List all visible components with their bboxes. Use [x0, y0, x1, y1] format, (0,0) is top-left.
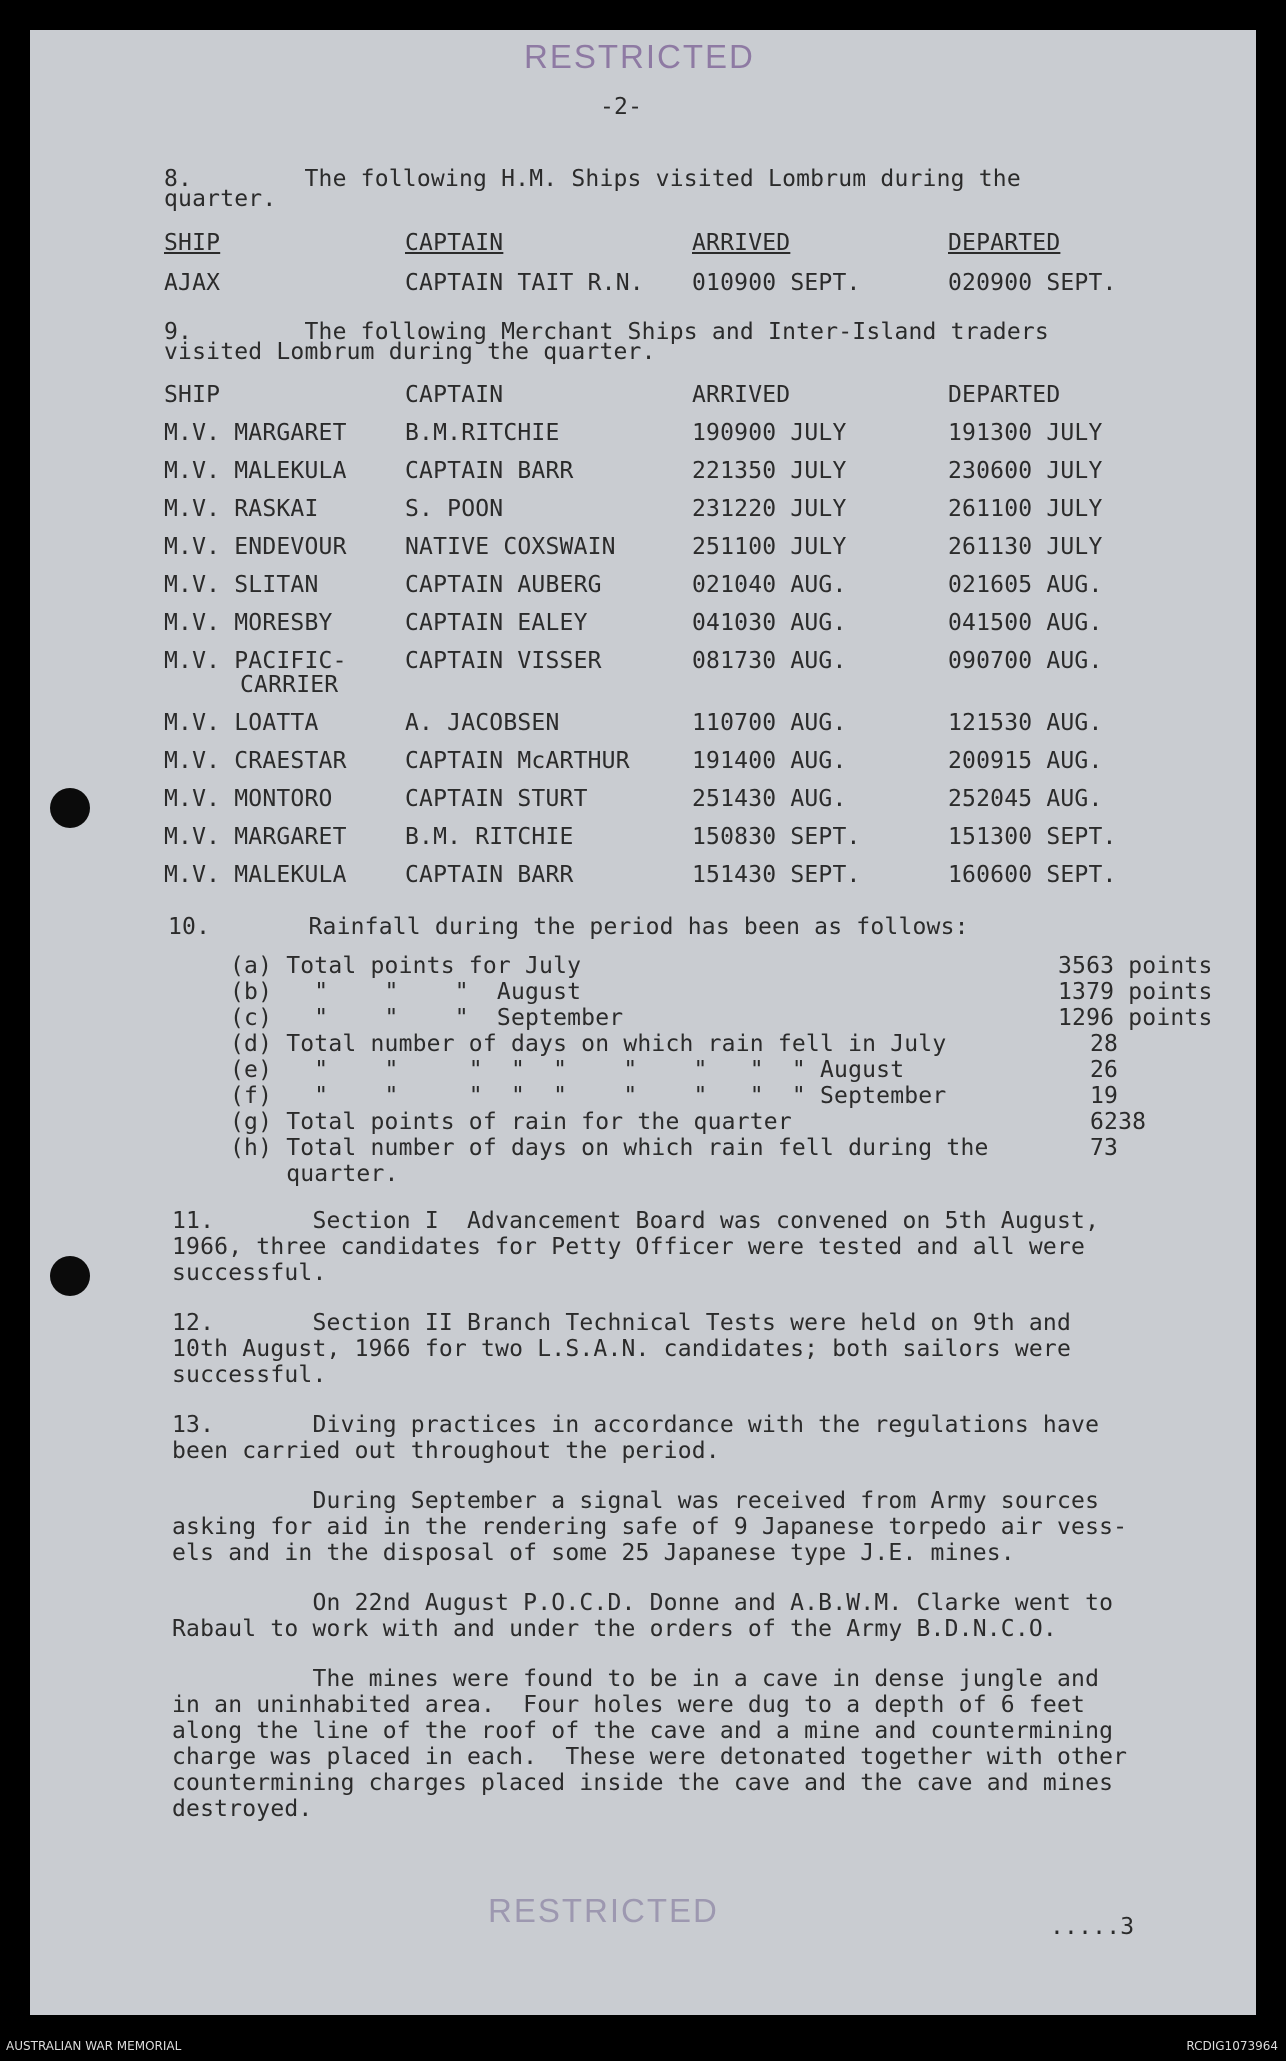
para9-line2: visited Lombrum during the quarter. — [164, 339, 656, 365]
para9-cell-departed: 121530 AUG. — [948, 710, 1103, 736]
para9-col-header: SHIP — [164, 382, 221, 408]
para9-cell-departed: 261130 JULY — [948, 534, 1103, 560]
para9-col-header: CAPTAIN — [405, 382, 504, 408]
para9-cell-captain: CAPTAIN McARTHUR — [405, 748, 630, 774]
para9-cell-ship-line2: CARRIER — [240, 672, 339, 698]
para9-cell-departed: 090700 AUG. — [948, 648, 1103, 674]
para8-col-header: ARRIVED — [692, 230, 791, 256]
para9-cell-arrived: 221350 JULY — [692, 458, 847, 484]
para13-line: been carried out throughout the period. — [172, 1438, 720, 1464]
para8-line2: quarter. — [164, 186, 277, 212]
para9-cell-ship: M.V. MALEKULA — [164, 862, 347, 888]
para9-cell-captain: B.M.RITCHIE — [405, 420, 560, 446]
para9-cell-captain: NATIVE COXSWAIN — [405, 534, 616, 560]
restricted-stamp-top: RESTRICTED — [524, 38, 755, 75]
para13c-line: Rabaul to work with and under the orders of the Army B.D.N.C.O. — [172, 1616, 1057, 1642]
para9-cell-ship: M.V. SLITAN — [164, 572, 319, 598]
para13d-line: in an uninhabited area. Four holes were dug to a depth of 6 feet — [172, 1692, 1086, 1718]
para9-cell-arrived: 021040 AUG. — [692, 572, 847, 598]
para9-cell-departed: 200915 AUG. — [948, 748, 1103, 774]
para9-cell-departed: 160600 SEPT. — [948, 862, 1117, 888]
para9-cell-arrived: 150830 SEPT. — [692, 824, 861, 850]
para8-line1: 8. The following H.M. Ships visited Lombrum during the — [164, 166, 1021, 192]
para9-cell-departed: 041500 AUG. — [948, 610, 1103, 636]
para9-cell-ship: M.V. LOATTA — [164, 710, 319, 736]
para9-cell-ship: M.V. MONTORO — [164, 786, 333, 812]
para13b-line: els and in the disposal of some 25 Japanese type J.E. mines. — [172, 1540, 1015, 1566]
para13b-line: asking for aid in the rendering safe of 9 Japanese torpedo air vess- — [172, 1514, 1128, 1540]
para9-cell-captain: CAPTAIN EALEY — [405, 610, 588, 636]
para8-col-header: CAPTAIN — [405, 230, 504, 256]
para9-cell-arrived: 190900 JULY — [692, 420, 847, 446]
rainfall-item-label: (c) " " " September — [230, 1005, 624, 1031]
para9-cell-ship: M.V. MARGARET — [164, 420, 347, 446]
rainfall-item-label: (e) " " " " " " " " " August — [230, 1057, 905, 1083]
rainfall-item-label: quarter. — [230, 1161, 399, 1187]
para8-col-header: DEPARTED — [948, 230, 1061, 256]
rainfall-item-value: 19 — [1090, 1083, 1119, 1109]
para8-cell-ship: AJAX — [164, 270, 221, 296]
para9-cell-departed: 261100 JULY — [948, 496, 1103, 522]
para9-col-header: DEPARTED — [948, 382, 1061, 408]
para9-cell-arrived: 041030 AUG. — [692, 610, 847, 636]
para9-cell-arrived: 151430 SEPT. — [692, 862, 861, 888]
document-page — [30, 30, 1256, 2015]
archive-id: RCDIG1073964 — [1186, 2039, 1278, 2053]
punch-hole-top — [50, 788, 90, 828]
punch-hole-bottom — [50, 1256, 90, 1296]
para9-cell-ship: M.V. CRAESTAR — [164, 748, 347, 774]
page-number: -2- — [600, 94, 643, 120]
rainfall-item-value: 73 — [1090, 1135, 1119, 1161]
para9-cell-arrived: 251430 AUG. — [692, 786, 847, 812]
para9-cell-arrived: 191400 AUG. — [692, 748, 847, 774]
para9-cell-ship: M.V. MARGARET — [164, 824, 347, 850]
rainfall-item-value: 3563 points — [1058, 953, 1213, 979]
restricted-stamp-bottom: RESTRICTED — [488, 1892, 719, 1929]
para12-line: 10th August, 1966 for two L.S.A.N. candidates; both sailors were — [172, 1336, 1072, 1362]
para13d-line: charge was placed in each. These were detonated together with other — [172, 1744, 1128, 1770]
document-body — [30, 30, 1256, 2015]
para9-cell-ship: M.V. RASKAI — [164, 496, 319, 522]
para9-cell-ship: M.V. PACIFIC- — [164, 648, 347, 674]
para9-cell-captain: CAPTAIN BARR — [405, 862, 574, 888]
para11-line: 11. Section I Advancement Board was convened on 5th August, — [172, 1208, 1100, 1234]
para13d-line: countermining charges placed inside the cave and the cave and mines — [172, 1770, 1114, 1796]
rainfall-item-value: 1296 points — [1058, 1005, 1213, 1031]
para8-col-header: SHIP — [164, 230, 221, 256]
para13d-line: The mines were found to be in a cave in dense jungle and — [172, 1666, 1100, 1692]
para11-line: 1966, three candidates for Petty Officer were tested and all were — [172, 1234, 1086, 1260]
para9-cell-ship: M.V. ENDEVOUR — [164, 534, 347, 560]
para9-cell-departed: 151300 SEPT. — [948, 824, 1117, 850]
para9-col-header: ARRIVED — [692, 382, 791, 408]
para9-cell-arrived: 110700 AUG. — [692, 710, 847, 736]
para8-cell-departed: 020900 SEPT. — [948, 270, 1117, 296]
continuation-marker: .....3 — [1050, 1914, 1135, 1940]
rainfall-item-label: (d) Total number of days on which rain fell in July — [230, 1031, 947, 1057]
rainfall-item-label: (b) " " " August — [230, 979, 582, 1005]
rainfall-item-value: 28 — [1090, 1031, 1119, 1057]
archive-credit: AUSTRALIAN WAR MEMORIAL — [6, 2039, 182, 2053]
rainfall-item-value: 1379 points — [1058, 979, 1213, 1005]
para9-cell-departed: 191300 JULY — [948, 420, 1103, 446]
para9-cell-departed: 230600 JULY — [948, 458, 1103, 484]
para9-cell-departed: 252045 AUG. — [948, 786, 1103, 812]
para9-cell-arrived: 231220 JULY — [692, 496, 847, 522]
para8-cell-captain: CAPTAIN TAIT R.N. — [405, 270, 644, 296]
para12-line: 12. Section II Branch Technical Tests were held on 9th and — [172, 1310, 1072, 1336]
para9-cell-captain: A. JACOBSEN — [405, 710, 560, 736]
para9-cell-captain: CAPTAIN STURT — [405, 786, 588, 812]
para8-cell-arrived: 010900 SEPT. — [692, 270, 861, 296]
para13d-line: along the line of the roof of the cave and a mine and countermining — [172, 1718, 1114, 1744]
para9-cell-captain: CAPTAIN AUBERG — [405, 572, 602, 598]
rainfall-item-value: 26 — [1090, 1057, 1119, 1083]
para9-cell-ship: M.V. MORESBY — [164, 610, 333, 636]
para9-cell-departed: 021605 AUG. — [948, 572, 1103, 598]
para9-cell-captain: CAPTAIN VISSER — [405, 648, 602, 674]
rainfall-item-value: 6238 — [1090, 1109, 1147, 1135]
rainfall-item-label: (f) " " " " " " " " " September — [230, 1083, 947, 1109]
para10-intro: 10. Rainfall during the period has been as follows: — [168, 914, 969, 940]
para9-cell-captain: CAPTAIN BARR — [405, 458, 574, 484]
para11-line: successful. — [172, 1260, 327, 1286]
para13d-line: destroyed. — [172, 1796, 313, 1822]
para9-cell-captain: B.M. RITCHIE — [405, 824, 574, 850]
para9-cell-ship: M.V. MALEKULA — [164, 458, 347, 484]
para12-line: successful. — [172, 1362, 327, 1388]
rainfall-item-label: (h) Total number of days on which rain fell during the — [230, 1135, 989, 1161]
rainfall-item-label: (g) Total points of rain for the quarter — [230, 1109, 792, 1135]
para9-cell-arrived: 251100 JULY — [692, 534, 847, 560]
para13-line: 13. Diving practices in accordance with the regulations have — [172, 1412, 1100, 1438]
rainfall-item-label: (a) Total points for July — [230, 953, 582, 979]
para9-line1: 9. The following Merchant Ships and Inter-Island traders — [164, 319, 1049, 345]
para13c-line: On 22nd August P.O.C.D. Donne and A.B.W.M. Clarke went to — [172, 1590, 1114, 1616]
para9-cell-captain: S. POON — [405, 496, 504, 522]
para13b-line: During September a signal was received from Army sources — [172, 1488, 1100, 1514]
para9-cell-arrived: 081730 AUG. — [692, 648, 847, 674]
